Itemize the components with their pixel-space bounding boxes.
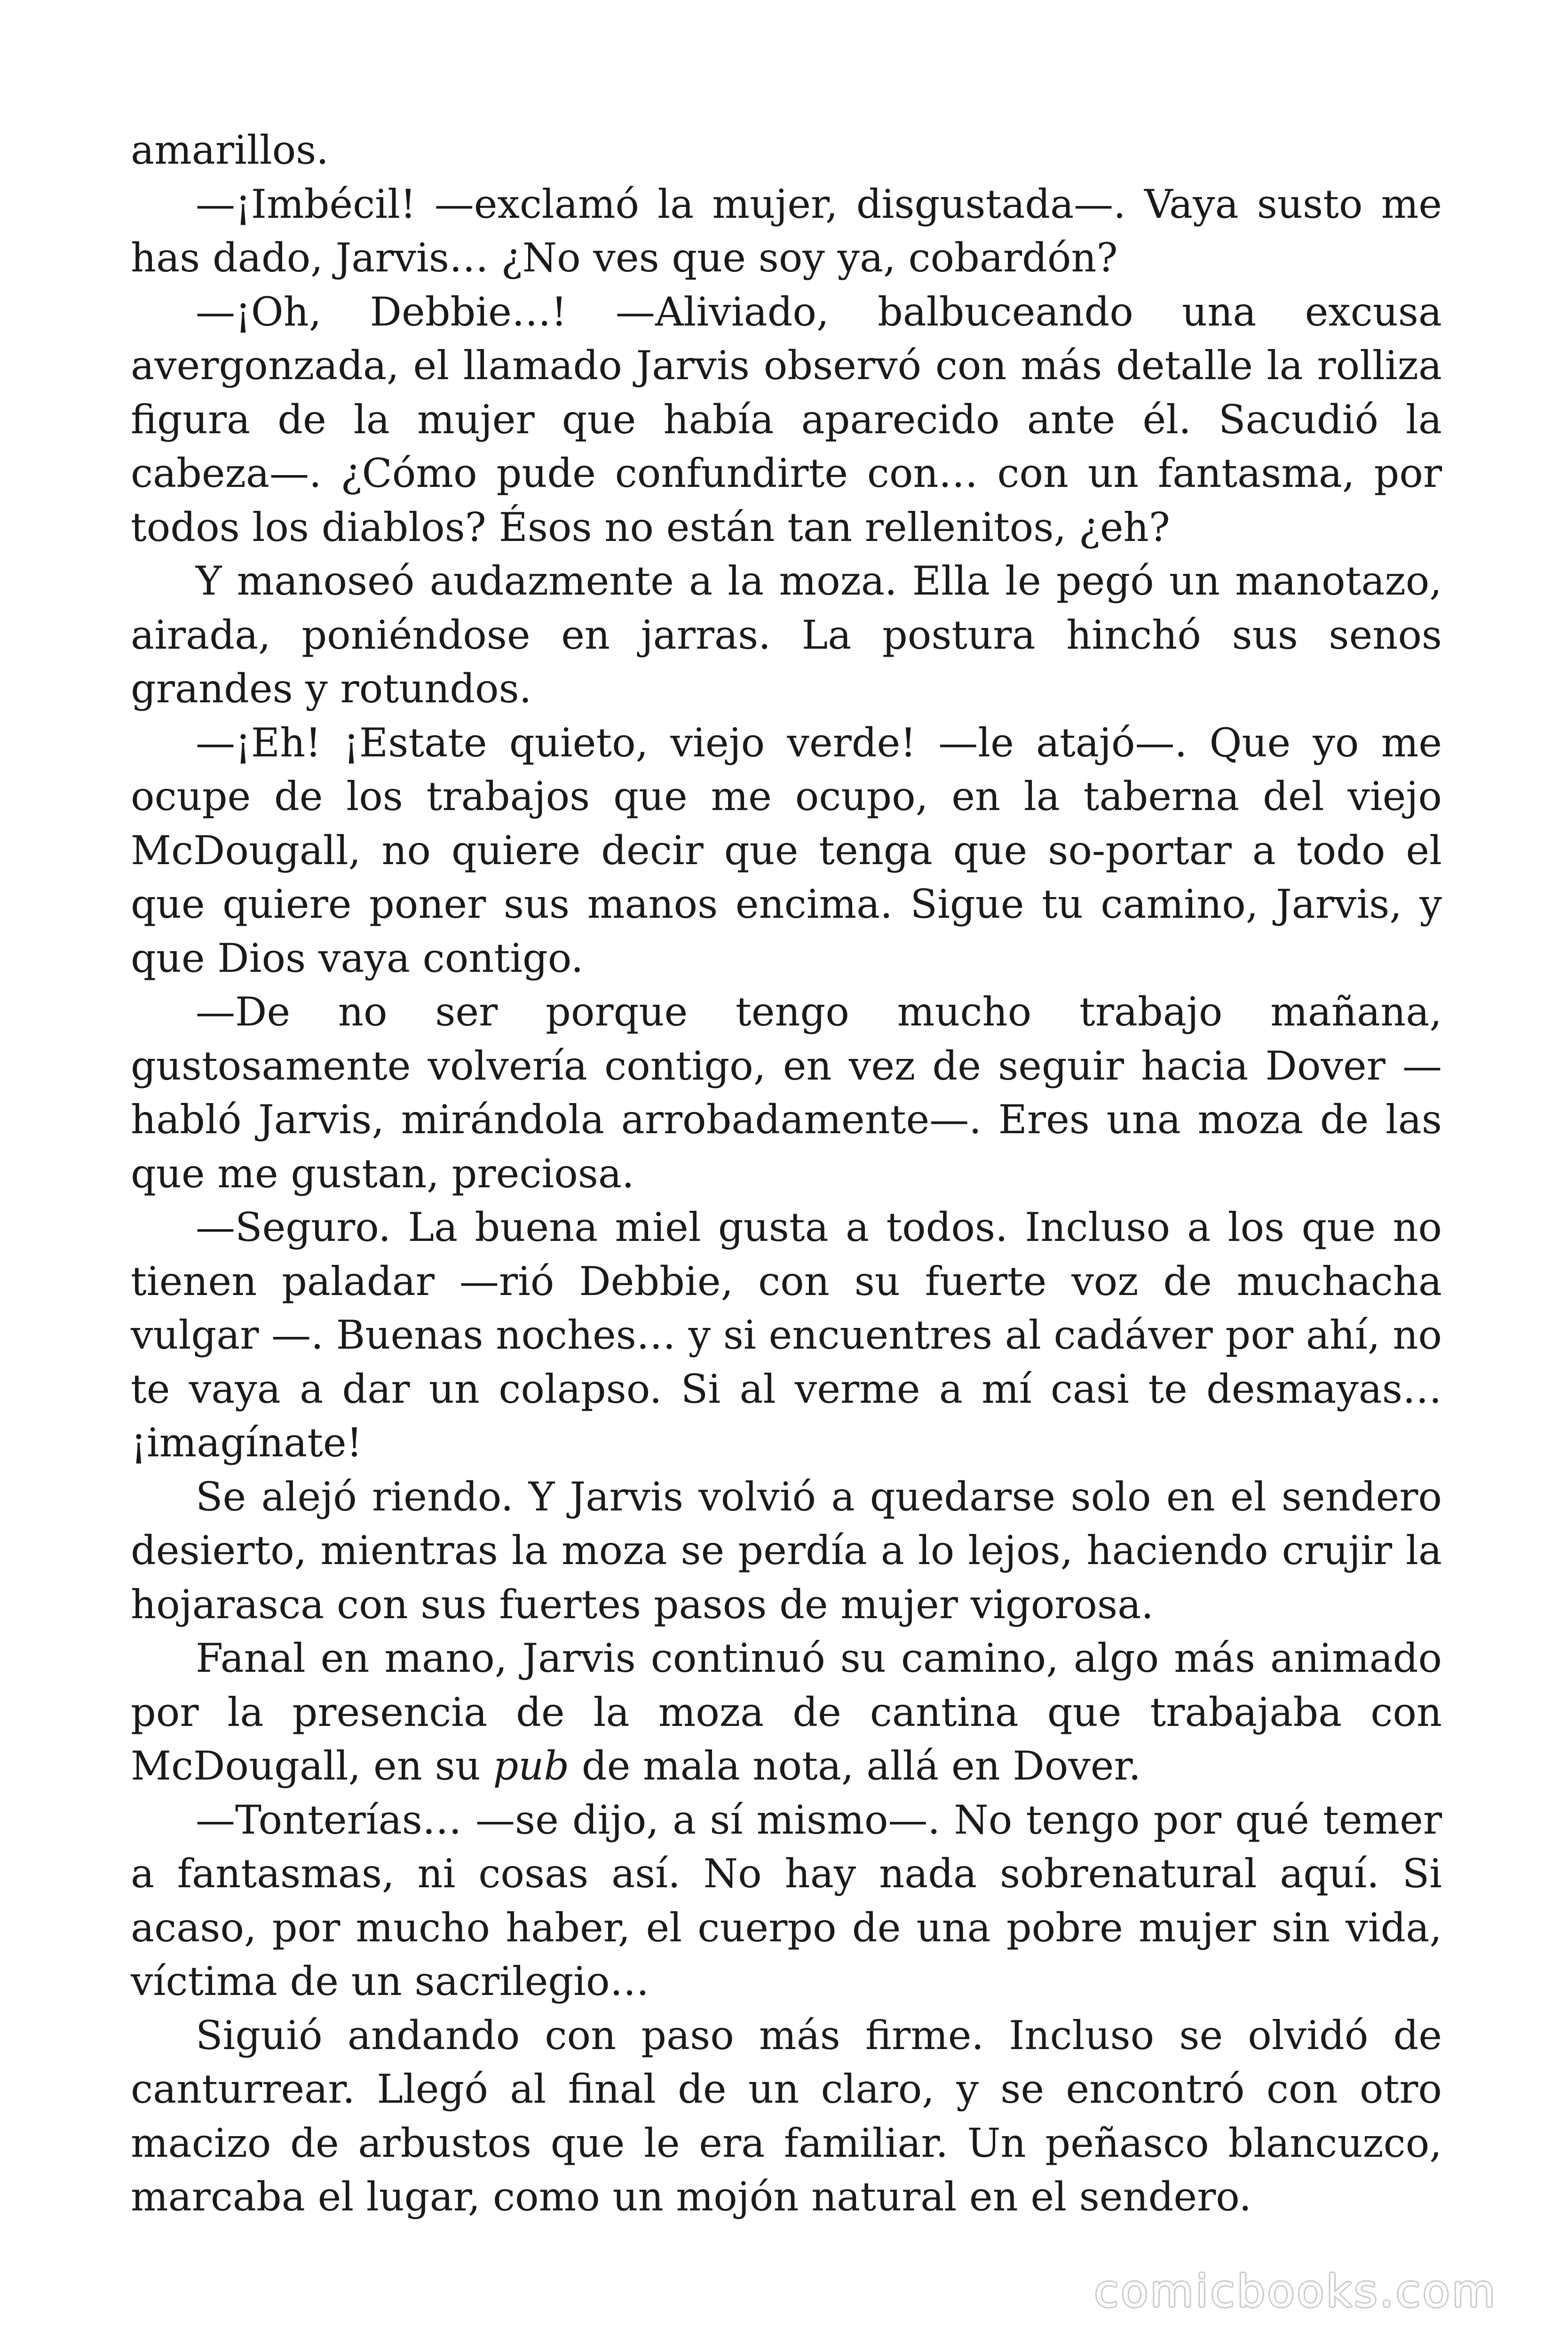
paragraph: Siguió andando con paso más firme. Incluso se olvidó de canturrear. Llegó al final de un claro, y se encontró con otro macizo de arbustos que le era familiar. Un peñasco blancuzco, marcaba el lugar, como un mojón natural en el sendero. <box>131 2012 1442 2220</box>
paragraph: —De no ser porque tengo mucho trabajo mañana, gustosamente volvería contigo, en vez de seguir hacia Dover —habló Jarvis, mirándola arrobadamente—. Eres una moza de las que me gustan, preciosa. <box>131 989 1442 1197</box>
paragraph: —¡Oh, Debbie…! —Aliviado, balbuceando una excusa avergonzada, el llamado Jarvis observó con más detalle la rolliza figura de la mujer que había aparecido ante él. Sacudió la cabeza—. ¿Cómo pude confundirte con… con un fantasma, por todos los diablos? Ésos no están tan rellenitos, ¿eh? <box>131 288 1442 550</box>
italic-word: pub <box>493 1743 570 1789</box>
paragraph-with-italic <box>131 1631 1442 1793</box>
paragraph: —¡Eh! ¡Estate quieto, viejo verde! —le atajó—. Que yo me ocupe de los trabajos que me ocupo, en la taberna del viejo McDougall, no quiere decir que tenga que so-portar a todo el que quiere poner sus manos encima. Sigue tu camino, Jarvis, y que Dios vaya contigo. <box>131 719 1442 981</box>
paragraph: —Seguro. La buena miel gusta a todos. Incluso a los que no tienen paladar —rió Debbie, con su fuerte voz de muchacha vulgar —. Buenas noches… y si encuentres al cadáver por ahí, no te vaya a dar un colapso. Si al verme a mí casi te desmayas… ¡imagínate! <box>131 1204 1442 1466</box>
paragraph: —Tonterías… —se dijo, a sí mismo—. No tengo por qué temer a fantasmas, ni cosas así. No hay nada sobrenatural aquí. Si acaso, por mucho haber, el cuerpo de una pobre mujer sin vida, víctima de un sacrilegio… <box>131 1796 1442 2004</box>
paragraph: Y manoseó audazmente a la moza. Ella le pegó un manotazo, airada, poniéndose en jarras. La postura hinchó sus senos grandes y rotundos. <box>131 558 1442 712</box>
paragraph: Se alejó riendo. Y Jarvis volvió a quedarse solo en el sendero desierto, mientras la moza se perdía a lo lejos, haciendo crujir la hojarasca con sus fuertes pasos de mujer vigorosa. <box>131 1473 1442 1628</box>
paragraph: —¡Imbécil! —exclamó la mujer, disgustada—. Vaya susto me has dado, Jarvis… ¿No ves que soy ya, cobardón? <box>131 181 1442 281</box>
watermark: comicbooks.com <box>1094 2266 1497 2317</box>
paragraph-text: Fanal en mano, Jarvis continuó su camino, algo más animado por la presencia de la moza de cantina que trabajaba con McDougall, en su <box>131 1635 1442 1789</box>
paragraph-text: de mala nota, allá en Dover. <box>569 1743 1141 1789</box>
page-text <box>131 123 1442 2224</box>
paragraph-continuation: amarillos. <box>131 127 329 173</box>
